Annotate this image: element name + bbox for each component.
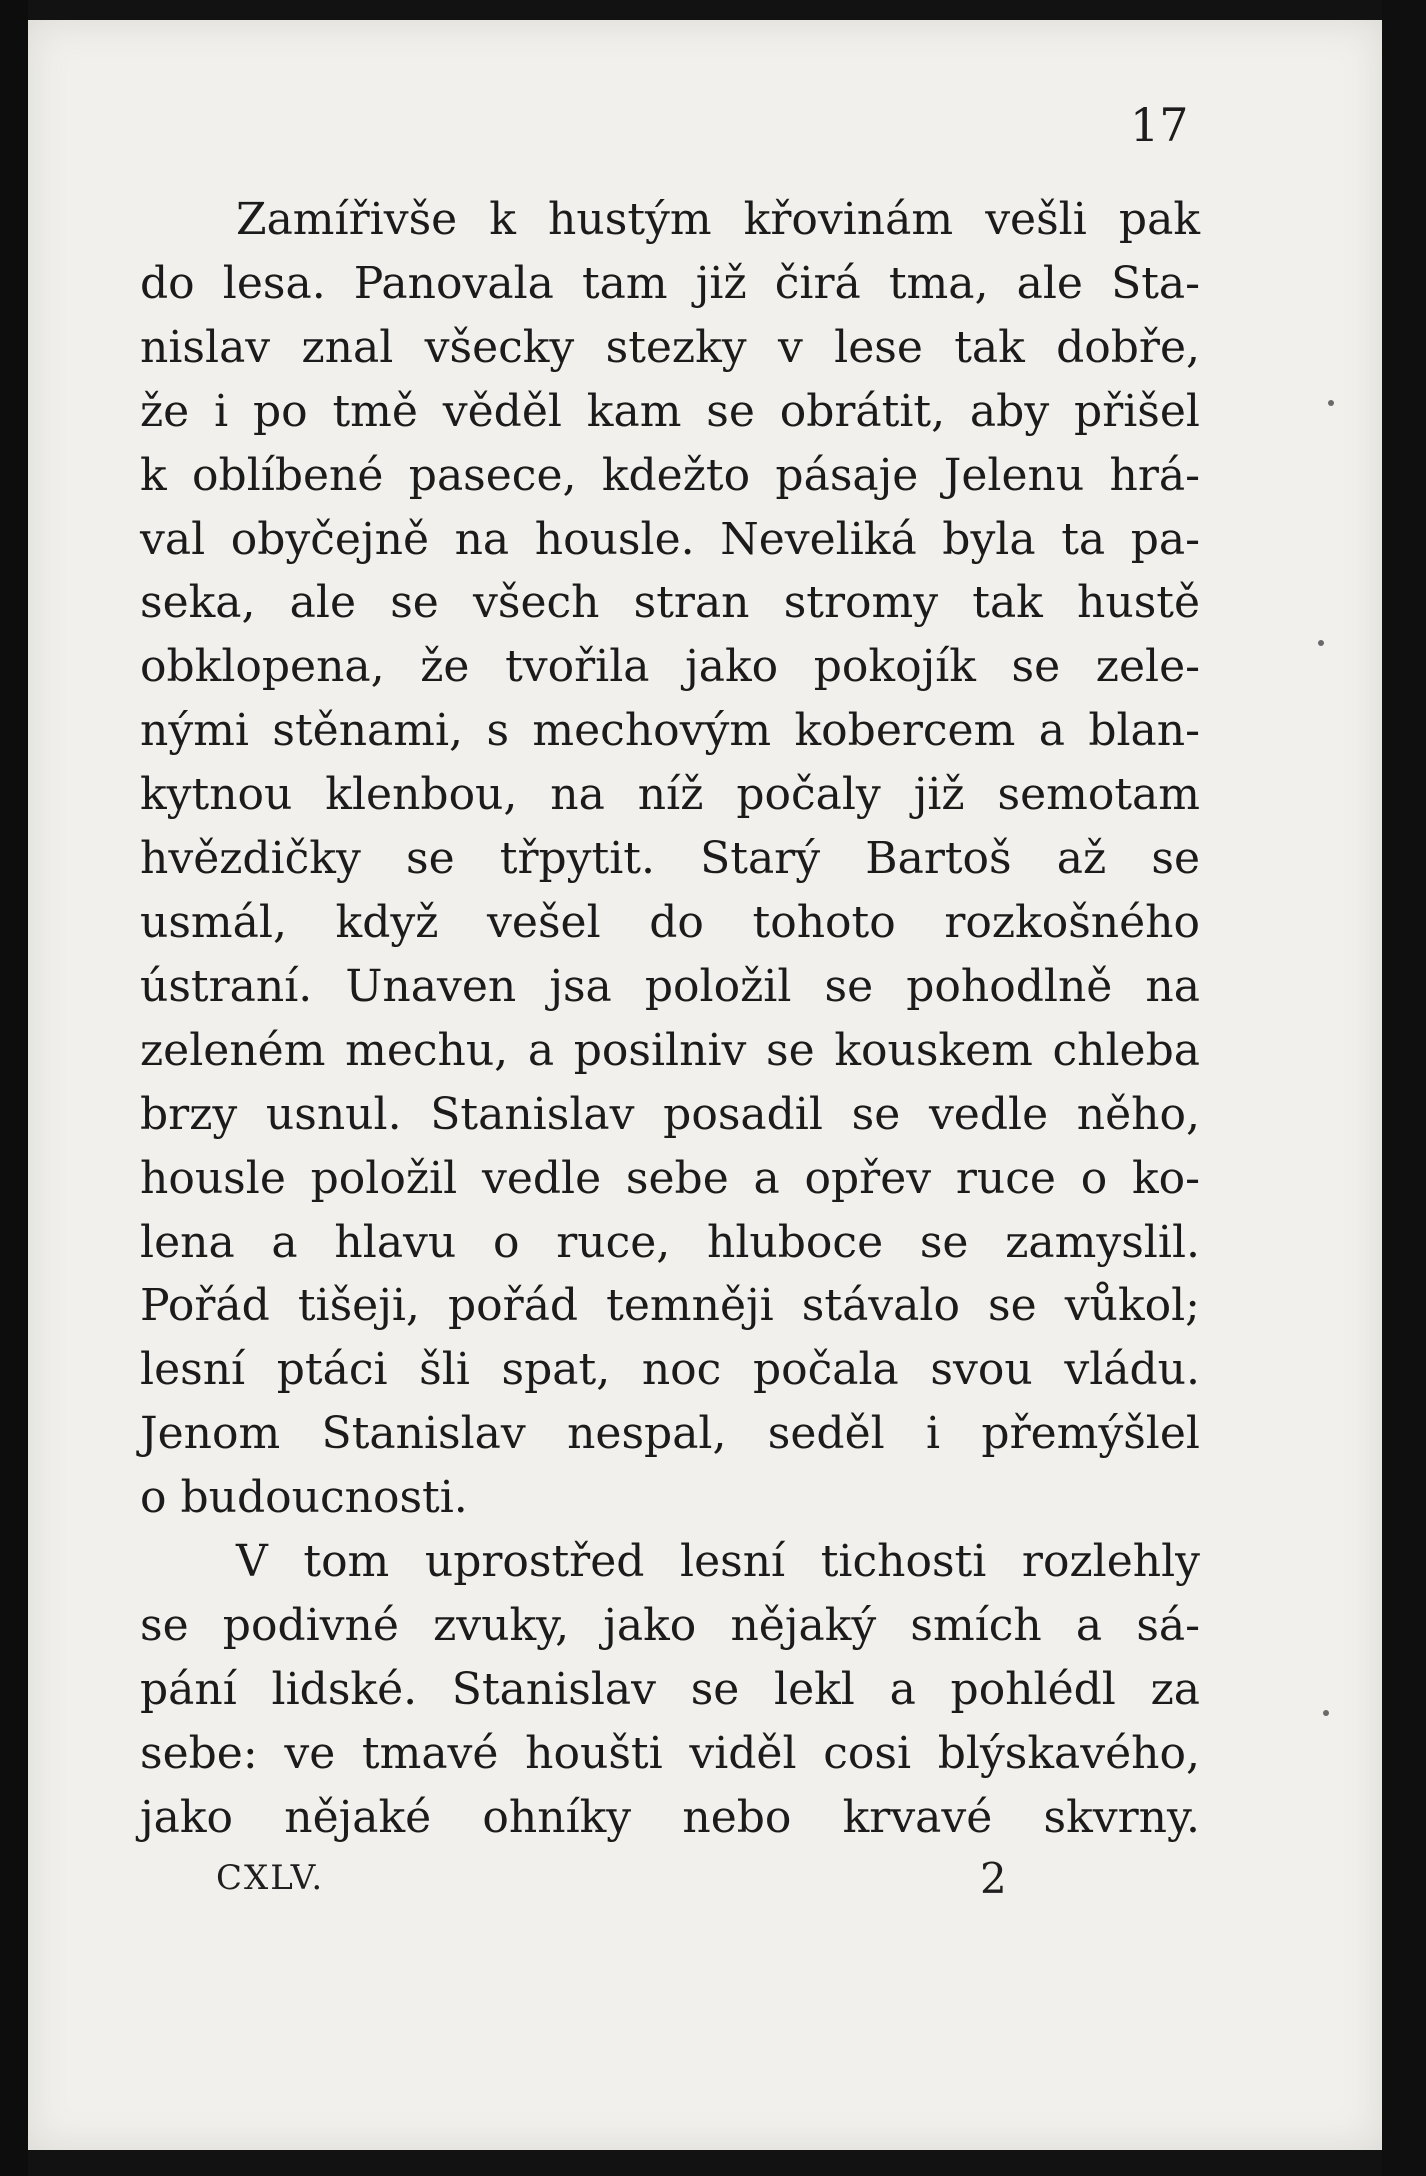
text-line: jako nějaké ohníky nebo krvavé skvrny.: [140, 1791, 1200, 1843]
text-line: Zamířivše k hustým křovinám vešli pak: [236, 194, 1200, 245]
paper-speck: [1318, 640, 1324, 646]
text-line: že i po tmě věděl kam se obrátit, aby přišel: [140, 385, 1200, 437]
page-edge-shadow: [1382, 0, 1426, 2176]
text-line: sebe: ve tmavé houšti viděl cosi blýskavého,: [140, 1727, 1200, 1779]
signature-mark: CXLV.: [216, 1858, 325, 1898]
text-line: pání lidské. Stanislav se lekl a pohlédl za: [140, 1663, 1200, 1715]
signature-number: 2: [980, 1854, 1007, 1903]
text-line: V tom uprostřed lesní tichosti rozlehly: [236, 1536, 1200, 1588]
text-line: ústraní. Unaven jsa položil se pohodlně na: [140, 960, 1200, 1012]
text-line: seka, ale se všech stran stromy tak hustě: [140, 577, 1200, 629]
text-line: usmál, když vešel do tohoto rozkošného: [140, 896, 1200, 948]
text-line: hvězdičky se třpytit. Starý Bartoš až se: [140, 833, 1200, 885]
binding-edge: [0, 0, 28, 2176]
text-line: Pořád tišeji, pořád temněji stávalo se vůkol;: [140, 1280, 1200, 1332]
text-line: lesní ptáci šli spat, noc počala svou vládu.: [140, 1344, 1200, 1396]
text-line: lena a hlavu o ruce, hluboce se zamyslil.: [140, 1216, 1200, 1268]
text-line: nislav znal všecky stezky v lese tak dobře,: [140, 321, 1200, 373]
text-line: se podivné zvuky, jako nějaký smích a sá-: [140, 1599, 1200, 1651]
text-line: do lesa. Panovala tam již čirá tma, ale Sta-: [140, 257, 1200, 309]
page-number: 17: [1130, 98, 1189, 152]
paper-speck: [1328, 400, 1334, 406]
text-line: brzy usnul. Stanislav posadil se vedle něho,: [140, 1088, 1200, 1140]
paper-speck: [1323, 1710, 1329, 1716]
body-text: [140, 188, 1200, 1850]
text-line: Jenom Stanislav nespal, seděl i přemýšlel: [140, 1408, 1200, 1460]
text-line: housle položil vedle sebe a opřev ruce o ko-: [140, 1152, 1200, 1204]
text-line: val obyčejně na housle. Neveliká byla ta pa-: [140, 513, 1200, 565]
text-line: zeleném mechu, a posilniv se kouskem chleba: [140, 1024, 1200, 1076]
text-line: o budoucnosti.: [140, 1472, 468, 1524]
text-line: kytnou klenbou, na níž počaly již semotam: [140, 769, 1200, 821]
text-line: obklopena, že tvořila jako pokojík se zele-: [140, 641, 1200, 693]
text-line: nými stěnami, s mechovým kobercem a blan-: [140, 705, 1200, 757]
text-line: k oblíbené pasece, kdežto pásaje Jelenu hrá-: [140, 449, 1200, 501]
